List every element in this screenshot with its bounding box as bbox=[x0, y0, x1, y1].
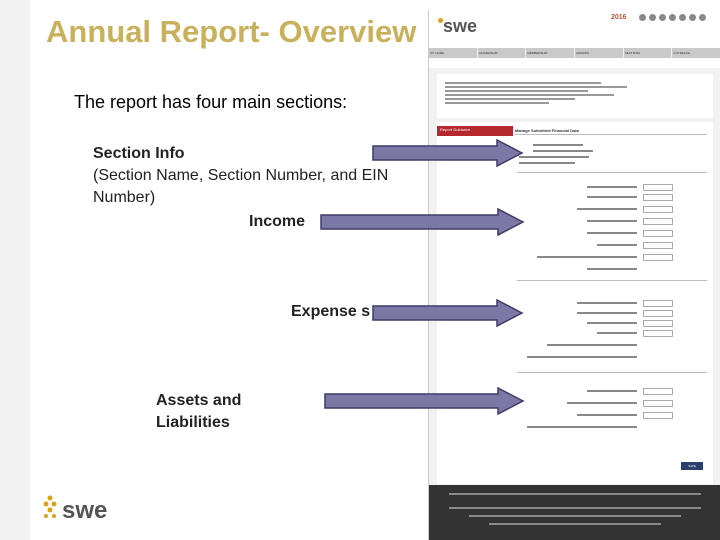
save-button[interactable]: SAVE bbox=[681, 462, 703, 470]
section-info-title: Section Info bbox=[93, 145, 185, 162]
swe-logo bbox=[42, 494, 112, 531]
social-icon bbox=[679, 14, 686, 21]
social-icon bbox=[659, 14, 666, 21]
left-margin-bar bbox=[0, 0, 30, 540]
side-report-guidance[interactable]: Report Guidance bbox=[437, 126, 513, 136]
assets-liabilities-label: Assets and Liabilities bbox=[156, 392, 242, 431]
social-icon bbox=[699, 14, 706, 21]
social-icon bbox=[649, 14, 656, 21]
panel-title: Manage Submitted Financial Data bbox=[515, 128, 579, 133]
section-info-subtitle: (Section Name, Section Number, and EIN Number) bbox=[93, 167, 389, 206]
nav-item: OUTREACH bbox=[672, 48, 720, 58]
income-label: Income bbox=[249, 213, 306, 230]
intro-text: The report has four main sections: bbox=[74, 92, 348, 112]
nav-item: SECTIONS bbox=[624, 48, 673, 58]
nav-item: MEMBERSHIP bbox=[526, 48, 575, 58]
screenshot-nav bbox=[429, 48, 720, 58]
screenshot-breadcrumb bbox=[429, 58, 720, 68]
swe-logo-text: swe bbox=[62, 497, 108, 524]
assets-arrow bbox=[322, 386, 530, 416]
section-info-panel bbox=[437, 74, 713, 118]
slide-title: Annual Report- Overview bbox=[46, 14, 417, 49]
social-icon bbox=[669, 14, 676, 21]
expenses-arrow bbox=[370, 298, 530, 328]
nav-item: MY HOME bbox=[429, 48, 478, 58]
screenshot-year-badge: 2016 bbox=[611, 14, 627, 21]
report-screenshot bbox=[428, 10, 720, 540]
social-icon bbox=[639, 14, 646, 21]
nav-item: AWARDS bbox=[575, 48, 624, 58]
income-arrow bbox=[318, 207, 530, 237]
expenses-label: Expense s bbox=[291, 303, 371, 320]
screenshot-footer bbox=[429, 485, 720, 540]
screenshot-logo: swe bbox=[443, 16, 477, 37]
section-info-arrow bbox=[370, 138, 530, 168]
nav-item: LEADERSHIP bbox=[478, 48, 527, 58]
screenshot-header bbox=[429, 10, 720, 48]
social-icon bbox=[689, 14, 696, 21]
